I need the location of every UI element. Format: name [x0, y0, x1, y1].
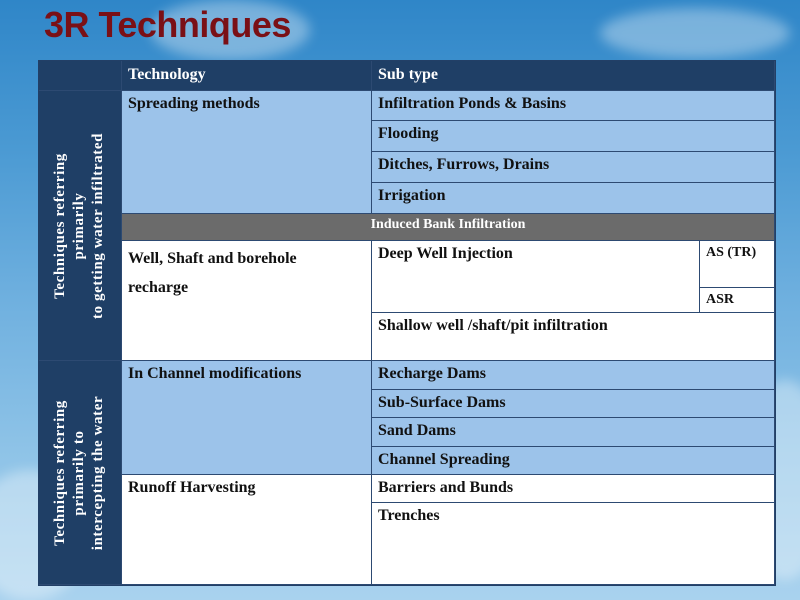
group-intercepting-line: intercepting the water — [90, 395, 107, 550]
subtype-asr: ASR — [700, 288, 775, 313]
induced-bank-infiltration: Induced Bank Infiltration — [122, 214, 775, 241]
tech-spreading-methods: Spreading methods — [122, 91, 372, 214]
tech-in-channel-modifications: In Channel modifications — [122, 361, 372, 475]
group-infiltrated-line: to getting water infiltrated — [90, 132, 107, 319]
subtype-trenches: Trenches — [372, 503, 775, 585]
group-infiltrated-line: primarily — [71, 191, 88, 260]
subtype-infiltration-ponds: Infiltration Ponds & Basins — [372, 91, 775, 121]
subtype-irrigation: Irrigation — [372, 183, 775, 214]
tech-runoff-harvesting: Runoff Harvesting — [122, 475, 372, 585]
subtype-deep-well-injection: Deep Well Injection — [372, 241, 700, 313]
subtype-recharge-dams: Recharge Dams — [372, 361, 775, 390]
tech-well-shaft-borehole: Well, Shaft and borehole recharge — [122, 241, 372, 361]
subtype-barriers-bunds: Barriers and Bunds — [372, 475, 775, 503]
group-intercepting — [39, 361, 122, 585]
techniques-table — [38, 60, 776, 586]
group-intercepting-line: Techniques referring — [52, 399, 69, 546]
subtype-channel-spreading: Channel Spreading — [372, 447, 775, 475]
slide-title: 3R Techniques — [44, 4, 291, 45]
subtype-as-tr: AS (TR) — [700, 241, 775, 288]
subtype-flooding: Flooding — [372, 121, 775, 152]
background-cloud — [600, 8, 790, 58]
group-infiltrated-line: Techniques referring — [52, 152, 69, 299]
subtype-shallow-well: Shallow well /shaft/pit infiltration — [372, 313, 775, 361]
header-subtype: Sub type — [372, 61, 775, 91]
subtype-sand-dams: Sand Dams — [372, 418, 775, 447]
subtype-sub-surface-dams: Sub-Surface Dams — [372, 390, 775, 418]
header-corner-cell — [39, 61, 122, 91]
header-technology: Technology — [122, 61, 372, 91]
group-infiltrated — [39, 91, 122, 361]
group-intercepting-line: primarily to — [71, 429, 88, 516]
subtype-ditches: Ditches, Furrows, Drains — [372, 152, 775, 183]
